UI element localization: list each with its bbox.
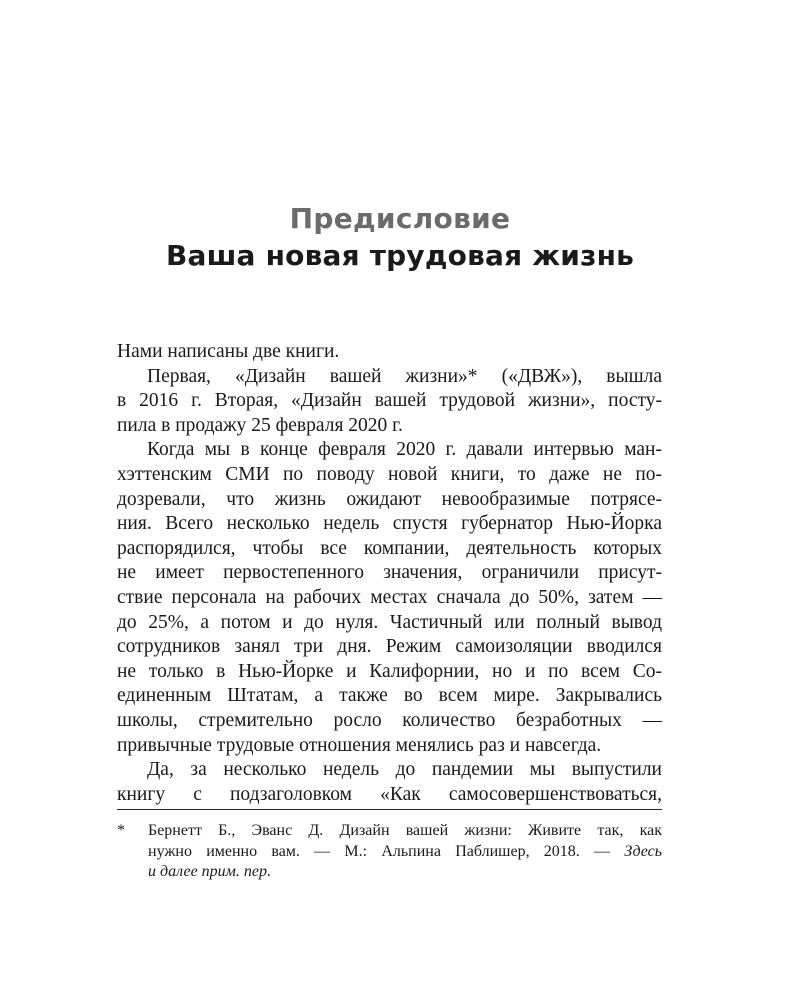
text-line: не только в Нью-Йорке и Калифорнии, но и по всем Со- <box>117 660 662 682</box>
text-line: в 2016 г. Вторая, «Дизайн вашей трудовой жизни», посту- <box>117 390 662 412</box>
footnote-line: и далее прим. пер. <box>148 863 271 880</box>
text-line: привычные трудовые отношения менялись раз и навсегда. <box>117 734 602 756</box>
section-heading: Предисловие <box>289 202 511 235</box>
footnote-line <box>148 842 662 863</box>
text-line: книгу с подзаголовком «Как самосовершенствоваться, <box>117 783 662 805</box>
text-line: Когда мы в конце февраля 2020 г. давали интервью ман- <box>147 439 662 461</box>
text-line: не имеет первостепенного значения, ограничили присут- <box>117 562 662 584</box>
text-line: до 25%, а потом и до нуля. Частичный или полный вывод <box>117 611 662 633</box>
body-text <box>117 340 662 807</box>
text-line: хэттенским СМИ по поводу новой книги, то даже не по- <box>117 463 662 485</box>
text-line: сотрудников занял три дня. Режим самоизоляции вводился <box>117 636 662 658</box>
text-line: распорядился, чтобы все компании, деятельность которых <box>117 537 662 559</box>
footnote-marker: * <box>117 822 125 839</box>
footnote-body <box>148 821 662 883</box>
text-line: ния. Всего несколько недель спустя губернатор Нью-Йорка <box>117 513 662 535</box>
footnote-line: Бернетт Б., Эванс Д. Дизайн вашей жизни: Живите так, как <box>148 822 662 839</box>
footnote-divider <box>117 809 662 810</box>
text-line: Да, за несколько недель до пандемии мы выпустили <box>147 759 662 781</box>
text-line: Нами написаны две книги. <box>117 341 340 362</box>
footnote-italic-text: Здесь <box>624 842 663 860</box>
text-line: ствие персонала на рабочих местах сначала до 50%, затем — <box>117 586 662 608</box>
text-line: единенным Штатам, а также во всем мире. Закрывались <box>117 685 662 707</box>
footnote <box>117 821 662 883</box>
footnote-line-text: нужно именно вам. — М.: Альпина Паблишер, 2018. — <box>148 842 611 860</box>
text-line: дозревали, что жизнь ожидают невообразимые потрясе- <box>117 488 662 510</box>
chapter-title: Ваша новая трудовая жизнь <box>165 239 635 272</box>
text-line: школы, стремительно росло количество безработных — <box>117 709 662 731</box>
text-line: Первая, «Дизайн вашей жизни»* («ДВЖ»), вышла <box>147 365 662 387</box>
text-line: пила в продажу 25 февраля 2020 г. <box>117 414 403 436</box>
